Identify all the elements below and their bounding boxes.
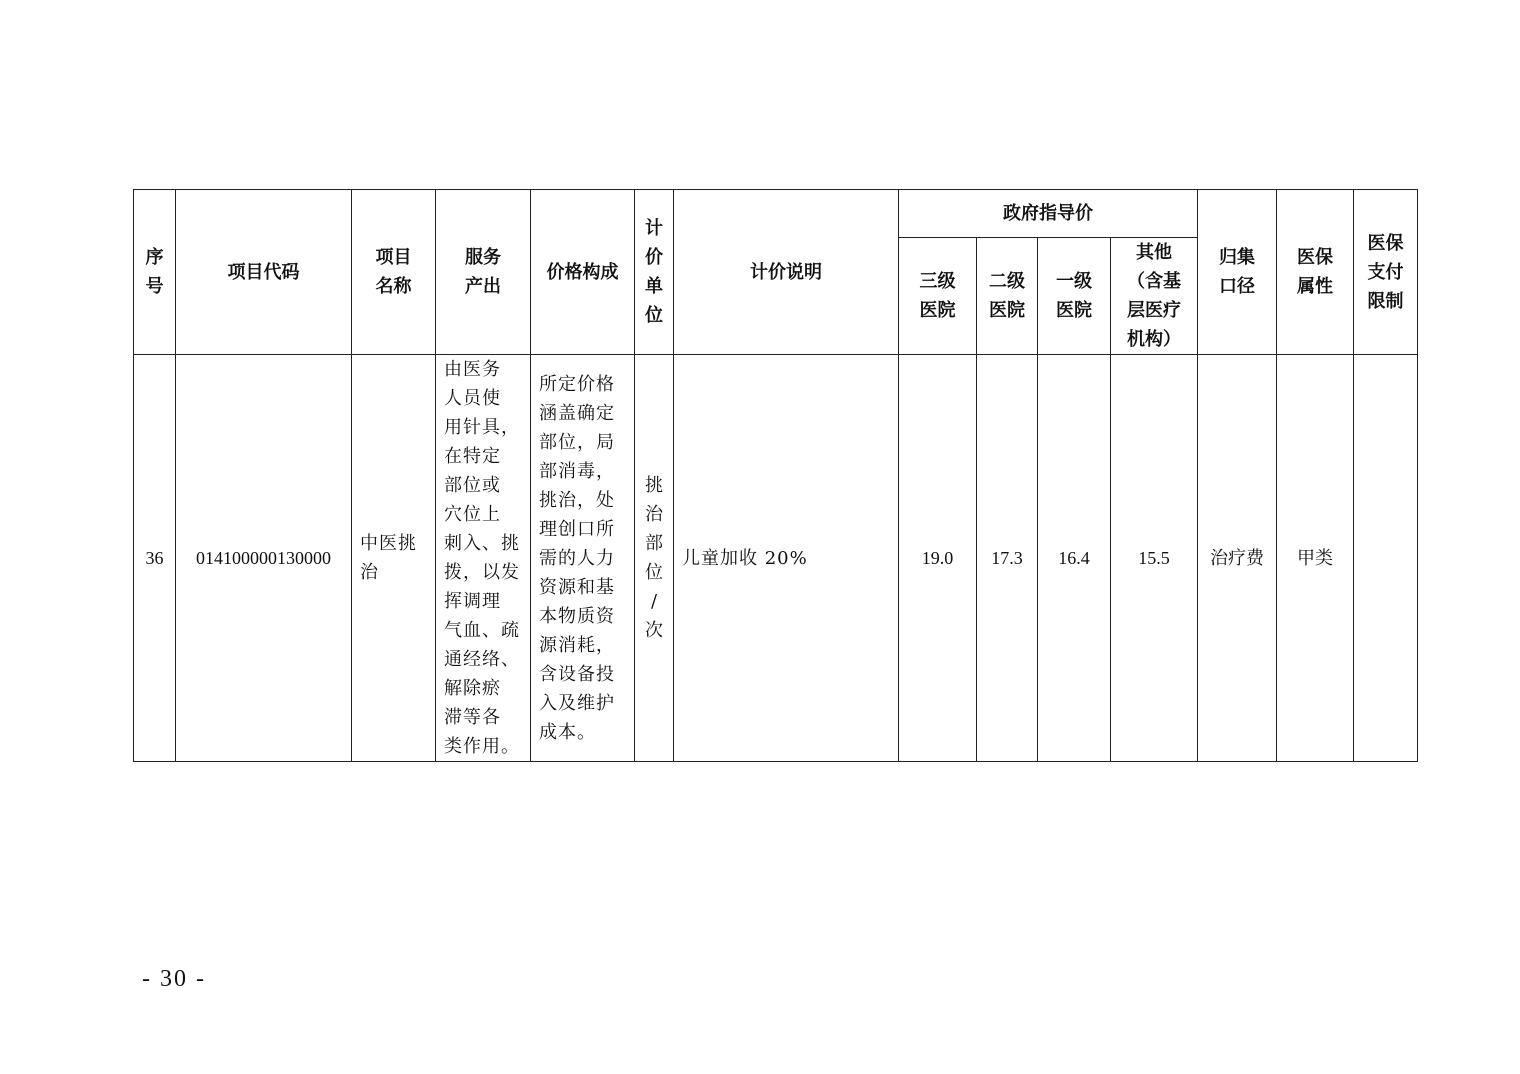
header-output: 服务 产出 (436, 190, 531, 355)
header-level3: 三级 医院 (899, 238, 977, 355)
cell-other: 15.5 (1111, 355, 1198, 762)
cell-level1: 16.4 (1038, 355, 1111, 762)
header-name: 项目 名称 (352, 190, 436, 355)
header-other: 其他 （含基 层医疗 机构） (1111, 238, 1198, 355)
page-number: - 30 - (142, 966, 206, 992)
cell-code: 014100000130000 (176, 355, 352, 762)
header-unit: 计 价 单 位 (635, 190, 674, 355)
header-limit: 医保 支付 限制 (1354, 190, 1418, 355)
cell-unit: 挑 治 部 位 / 次 (635, 355, 674, 762)
header-seq: 序 号 (134, 190, 176, 355)
cell-level3: 19.0 (899, 355, 977, 762)
header-gov-price: 政府指导价 (899, 190, 1198, 238)
header-row-1 (134, 190, 1418, 238)
cell-category: 治疗费 (1198, 355, 1277, 762)
header-code: 项目代码 (176, 190, 352, 355)
header-level2: 二级 医院 (977, 238, 1038, 355)
cell-insurance: 甲类 (1277, 355, 1354, 762)
cell-desc: 儿童加收 20% (674, 355, 899, 762)
price-table (133, 189, 1418, 762)
cell-output: 由医务 人员使 用针具， 在特定 部位或 穴位上 刺入、挑 拨，以发 挥调理 气血、疏 通经络、 解除瘀 滞等各 类作用。 (436, 355, 531, 762)
header-composition: 价格构成 (531, 190, 635, 355)
cell-level2: 17.3 (977, 355, 1038, 762)
cell-seq: 36 (134, 355, 176, 762)
header-insurance: 医保 属性 (1277, 190, 1354, 355)
header-desc: 计价说明 (674, 190, 899, 355)
table-row (134, 355, 1418, 762)
cell-composition: 所定价格 涵盖确定 部位，局 部消毒， 挑治，处 理创口所 需的人力 资源和基 本物质资 源消耗， 含设备投 入及维护 成本。 (531, 355, 635, 762)
header-category: 归集 口径 (1198, 190, 1277, 355)
cell-name: 中医挑 治 (352, 355, 436, 762)
cell-limit (1354, 355, 1418, 762)
header-level1: 一级 医院 (1038, 238, 1111, 355)
